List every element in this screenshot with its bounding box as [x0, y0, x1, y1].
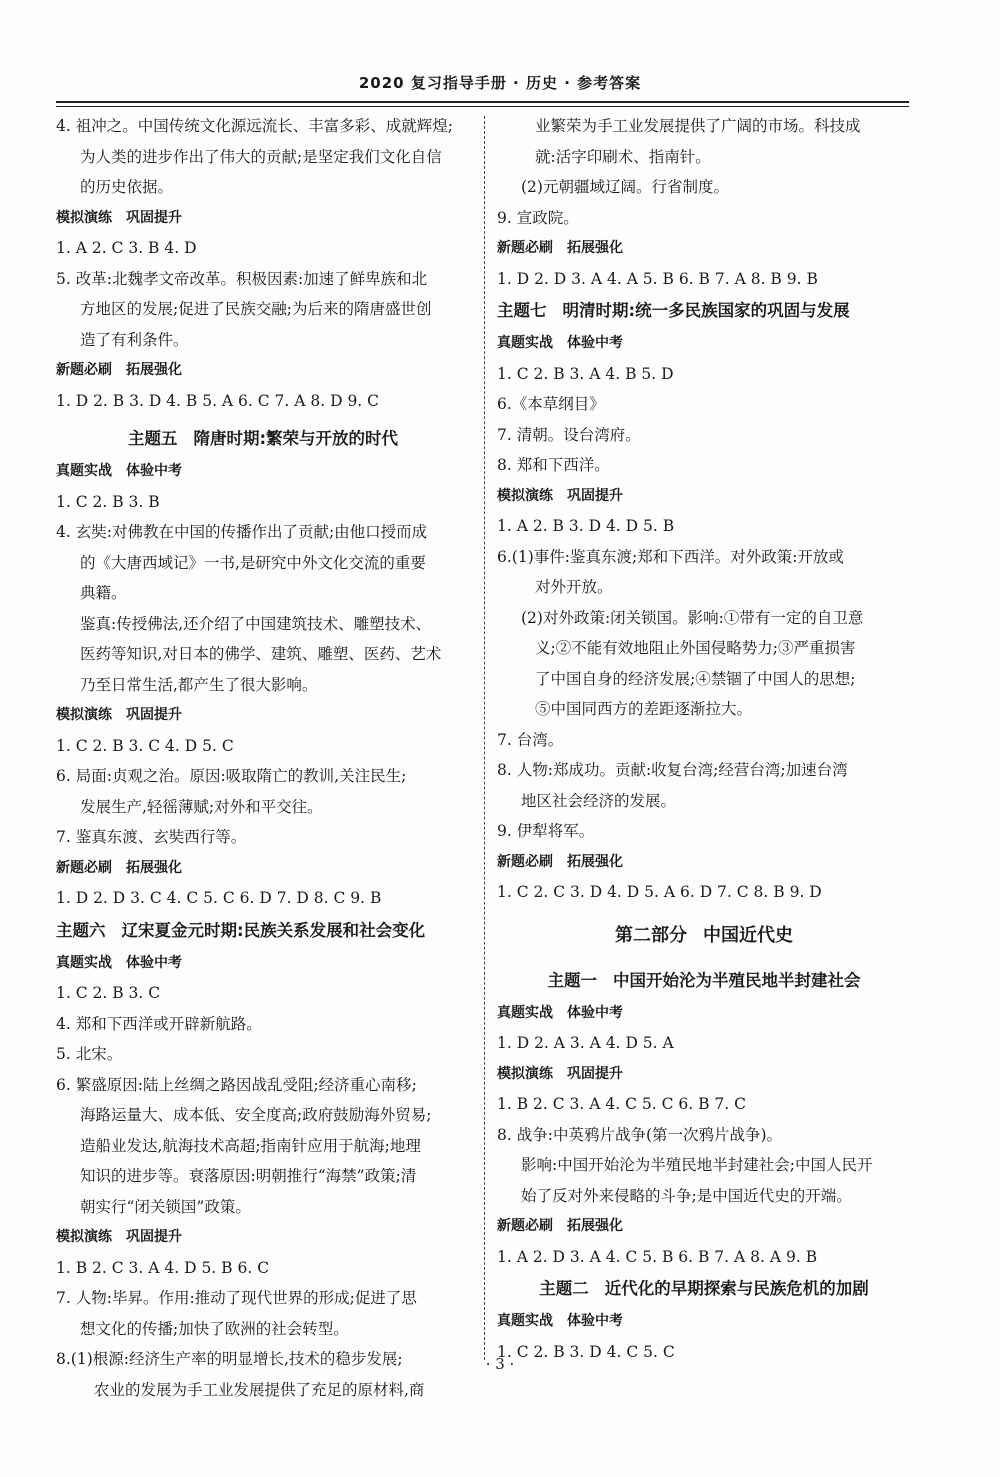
answer-line: 6. 局面:贞观之治。原因:吸取隋亡的教训,关注民生; [56, 767, 407, 785]
section-heading: 新题必刷 拓展强化 [497, 853, 623, 870]
answer-line: 始了反对外来侵略的斗争;是中国近代史的开端。 [521, 1186, 852, 1205]
right-column [497, 111, 911, 1367]
section-heading: 新题必刷 拓展强化 [497, 1218, 623, 1234]
answer-line: 7. 鉴真东渡、玄奘西行等。 [56, 828, 247, 846]
answer-line: 4. 玄奘:对佛教在中国的传播作出了贡献;由他口授而成 [56, 523, 428, 541]
answer-line: (2)对外政策:闭关锁国。影响:①带有一定的自卫意 [521, 608, 864, 627]
answer-line: 8. 战争:中英鸦片战争(第一次鸦片战争)。 [497, 1125, 783, 1144]
answer-line: (2)元朝疆域辽阔。行省制度。 [521, 178, 729, 196]
section-heading: 模拟演练 巩固提升 [56, 1229, 182, 1245]
section-heading: 真题实战 体验中考 [497, 1313, 623, 1329]
answer-line: 1. A 2. B 3. D 4. D 5. B [497, 517, 675, 535]
answer-line: 1. A 2. D 3. A 4. C 5. B 6. B 7. A 8. A 9. B [497, 1247, 818, 1266]
answer-line: 想文化的传播;加快了欧洲的社会转型。 [80, 1319, 349, 1338]
answer-line: 发展生产,轻徭薄赋;对外和平交往。 [80, 797, 323, 816]
answer-line: 对外开放。 [535, 578, 613, 596]
answer-line: 1. A 2. C 3. B 4. D [56, 239, 197, 257]
answer-line: 6.(1)事件:鉴真东渡;郑和下西洋。对外政策:开放或 [497, 547, 844, 566]
answer-line: 海路运量大、成本低、安全度高;政府鼓励海外贸易; [80, 1106, 432, 1124]
answer-line: 朝实行“闭关锁国”政策。 [80, 1197, 251, 1216]
section-heading: 新题必刷 拓展强化 [56, 362, 182, 378]
answer-line: 1. D 2. D 3. A 4. A 5. B 6. B 7. A 8. B 9. B [497, 269, 818, 288]
part-heading: 第二部分 中国近代史 [615, 924, 793, 946]
answer-line: 8. 郑和下西洋。 [497, 456, 610, 474]
answer-line: 典籍。 [80, 584, 127, 602]
answer-line: 1. D 2. A 3. A 4. D 5. A [497, 1034, 674, 1052]
answer-line: 知识的进步等。衰落原因:明朝推行“海禁”政策;清 [80, 1167, 417, 1185]
section-heading: 模拟演练 巩固提升 [56, 707, 182, 723]
left-column [56, 111, 470, 1405]
page-number: · 3 · [485, 1355, 515, 1373]
answer-line: 4. 郑和下西洋或开辟新航路。 [56, 1014, 262, 1033]
section-heading: 模拟演练 巩固提升 [497, 487, 623, 504]
answer-line: 6. 繁盛原因:陆上丝绸之路因战乱受阻;经济重心南移; [56, 1075, 417, 1094]
section-heading: 真题实战 体验中考 [497, 335, 623, 351]
answer-line: 的历史依据。 [80, 178, 174, 196]
answer-line: 义;②不能有效地阻止外国侵略势力;③严重损害 [535, 639, 856, 657]
topic-heading: 主题一 中国开始沦为半殖民地半封建社会 [547, 970, 861, 990]
topic-heading: 主题二 近代化的早期探索与民族危机的加剧 [539, 1279, 869, 1298]
header-rule-thick [56, 101, 909, 103]
answer-line: 5. 北宋。 [56, 1045, 123, 1063]
column-divider [484, 116, 485, 1360]
answer-line: 8.(1)根源:经济生产率的明显增长,技术的稳步发展; [56, 1350, 403, 1368]
answer-line: 地区社会经济的发展。 [521, 791, 677, 810]
answer-line: 了中国自身的经济发展;④禁锢了中国人的思想; [535, 669, 856, 688]
answer-line: 1. D 2. B 3. D 4. B 5. A 6. C 7. A 8. D 9. C [56, 391, 380, 410]
answer-line: 1. C 2. B 3. C 4. D 5. C [56, 736, 234, 755]
answer-line: 9. 宣政院。 [497, 208, 579, 227]
answer-line: 鉴真:传授佛法,还介绍了中国建筑技术、雕塑技术、 [80, 614, 432, 633]
answer-line: 7. 人物:毕昇。作用:推动了现代世界的形成;促进了思 [56, 1289, 417, 1307]
page-header: 2020 复习指导手册 · 历史 · 参考答案 [358, 74, 642, 92]
header-rule-thin [56, 106, 909, 107]
answer-line: 7. 清朝。设台湾府。 [497, 425, 641, 444]
answer-line: 9. 伊犁将军。 [497, 822, 595, 840]
answer-line: 8. 人物:郑成功。贡献:收复台湾;经营台湾;加速台湾 [497, 761, 848, 779]
answer-line: 1. C 2. B 3. C [56, 984, 161, 1002]
section-heading: 新题必刷 拓展强化 [56, 859, 182, 876]
answer-line: 乃至日常生活,都产生了很大影响。 [80, 675, 318, 694]
answer-line: 影响:中国开始沦为半殖民地半封建社会;中国人民开 [521, 1156, 873, 1174]
section-heading: 模拟演练 巩固提升 [497, 1065, 623, 1082]
answer-line: 造船业发达,航海技术高超;指南针应用于航海;地理 [80, 1136, 421, 1155]
answer-line: 造了有利条件。 [80, 330, 189, 349]
answer-line: 6.《本草纲目》 [497, 395, 605, 413]
answer-line: 的《大唐西域记》一书,是研究中外文化交流的重要 [80, 553, 426, 572]
answer-line: 1. C 2. C 3. D 4. D 5. A 6. D 7. C 8. B 9. D [497, 883, 822, 901]
answer-line: 1. B 2. C 3. A 4. C 5. C 6. B 7. C [497, 1095, 746, 1113]
answer-line: 5. 改革:北魏孝文帝改革。积极因素:加速了鲜卑族和北 [56, 269, 428, 288]
section-heading: 真题实战 体验中考 [56, 463, 182, 479]
answer-line: 1. D 2. D 3. C 4. C 5. C 6. D 7. D 8. C 9. B [56, 889, 382, 907]
answer-line: 农业的发展为手工业发展提供了充足的原材料,商 [94, 1380, 425, 1399]
answer-line: 就:活字印刷术、指南针。 [535, 147, 711, 166]
answer-line: 1. C 2. B 3. D 4. C 5. C [497, 1342, 675, 1361]
answer-line: 业繁荣为手工业发展提供了广阔的市场。科技成 [535, 117, 861, 135]
topic-heading: 主题六 辽宋夏金元时期:民族关系发展和社会变化 [56, 920, 426, 940]
section-heading: 模拟演练 巩固提升 [56, 209, 182, 226]
section-heading: 真题实战 体验中考 [56, 954, 182, 971]
section-heading: 新题必刷 拓展强化 [497, 240, 623, 256]
answer-line: 1. B 2. C 3. A 4. D 5. B 6. C [56, 1258, 270, 1277]
answer-line: 为人类的进步作出了伟大的贡献;是坚定我们文化自信 [80, 147, 442, 166]
answer-line: 7. 台湾。 [497, 730, 564, 749]
answer-line: 1. C 2. B 3. B [56, 492, 160, 511]
answer-line: 医药等知识,对日本的佛学、建筑、雕塑、医药、艺术 [80, 645, 442, 663]
section-heading: 真题实战 体验中考 [497, 1004, 623, 1021]
answer-line: 1. C 2. B 3. A 4. B 5. D [497, 364, 674, 383]
topic-heading: 主题七 明清时期:统一多民族国家的巩固与发展 [497, 301, 850, 320]
answer-line: 4. 祖冲之。中国传统文化源远流长、丰富多彩、成就辉煌; [56, 117, 453, 135]
answer-line: ⑤中国同西方的差距逐渐拉大。 [535, 700, 753, 718]
answer-line: 方地区的发展;促进了民族交融;为后来的隋唐盛世创 [80, 300, 432, 318]
topic-heading: 主题五 隋唐时期:繁荣与开放的时代 [127, 429, 399, 448]
